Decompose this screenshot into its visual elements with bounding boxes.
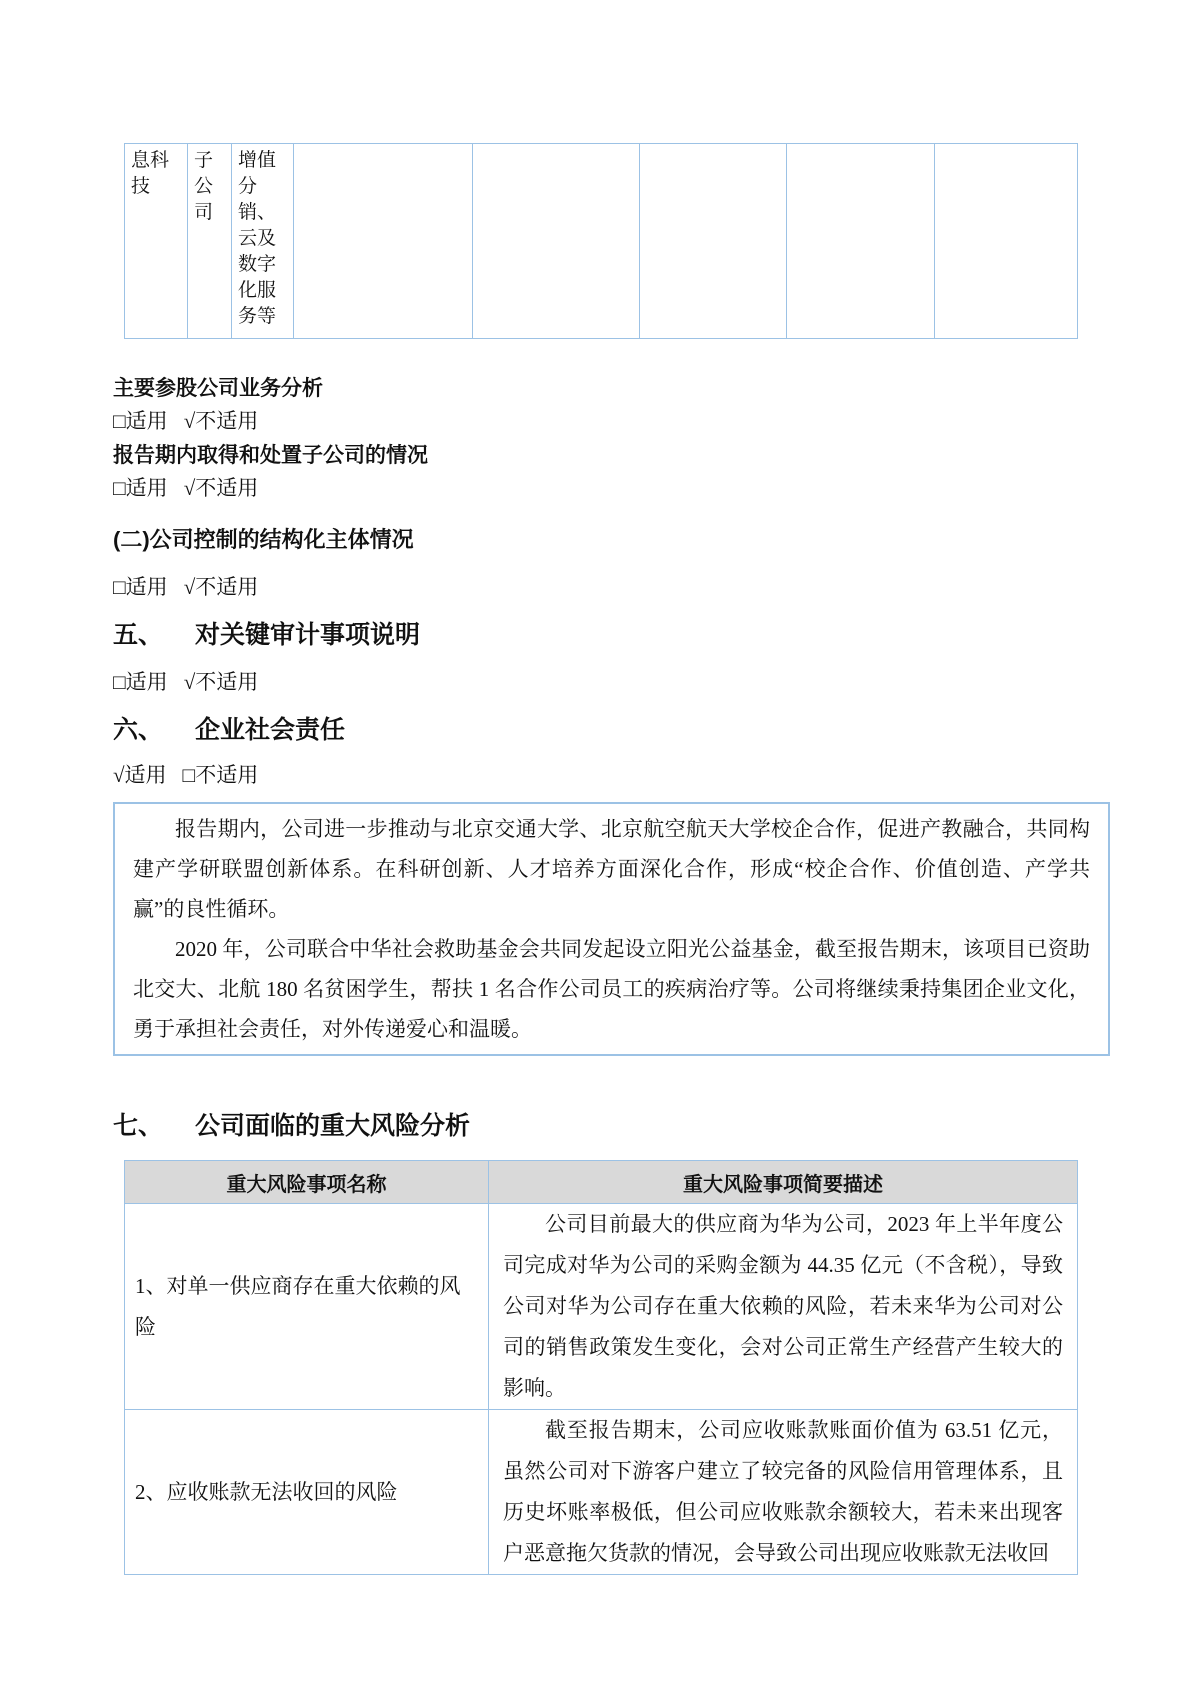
csr-paragraph-1: 报告期内，公司进一步推动与北京交通大学、北京航空航天大学校企合作，促进产教融合，共同构建产学研联盟创新体系。在科研创新、人才培养方面深化合作，形成“校企合作、价值创造、产学共赢”的良性循环。 [133, 817, 1090, 921]
heading-section-7 [113, 1108, 1087, 1144]
heading-section-5 [113, 617, 1087, 653]
risk-desc-cell [489, 1410, 1078, 1575]
checkbox-not-applicable-checked: √不适用 [183, 476, 259, 500]
section-title: 企业社会责任 [195, 716, 346, 744]
heading-section-6 [113, 712, 1087, 748]
checkbox-applicable-unchecked: □适用 [113, 476, 168, 500]
cell-empty [640, 144, 787, 339]
risk-name-header: 重大风险事项名称 [125, 1161, 489, 1204]
checkbox-applicable-unchecked: □适用 [113, 575, 168, 599]
subsidiary-table-continuation [124, 143, 1078, 339]
cell-empty [473, 144, 640, 339]
cell-empty [787, 144, 935, 339]
applicability-line [113, 572, 1087, 603]
cell-company-name-tail: 息科技 [125, 144, 188, 339]
table-row [125, 1410, 1078, 1575]
table-row [125, 1204, 1078, 1410]
csr-text-box [113, 802, 1110, 1056]
checkbox-applicable-unchecked: □适用 [113, 409, 168, 433]
checkbox-not-applicable-checked: √不适用 [183, 409, 259, 433]
checkbox-not-applicable-checked: √不适用 [183, 670, 259, 694]
section-number: 六、 [113, 716, 164, 744]
risk-desc-text: 截至报告期末，公司应收账款账面价值为 63.51 亿元，虽然公司对下游客户建立了较完备的风险信用管理体系，且历史坏账率极低，但公司应收账款余额较大，若未来出现客户恶意拖欠货款的情况，会导致公司出现应收账款无法收回 [503, 1418, 1063, 1565]
applicability-line [113, 406, 1087, 437]
risk-name-cell: 1、对单一供应商存在重大依赖的风险 [125, 1204, 489, 1410]
applicability-line [113, 473, 1087, 504]
heading-main-equity-analysis: 主要参股公司业务分析 [113, 377, 323, 400]
checkbox-applicable-checked: √适用 [113, 763, 167, 787]
cell-empty [935, 144, 1078, 339]
heading-acquire-dispose: 报告期内取得和处置子公司的情况 [113, 444, 428, 467]
applicability-line [113, 760, 1087, 791]
applicability-line [113, 667, 1087, 698]
risk-desc-header: 重大风险事项简要描述 [489, 1161, 1078, 1204]
checkbox-applicable-unchecked: □适用 [113, 670, 168, 694]
checkbox-not-applicable-checked: √不适用 [183, 575, 259, 599]
risk-analysis-table [124, 1160, 1078, 1575]
section-title: 对关键审计事项说明 [195, 621, 421, 649]
table-row [125, 144, 1078, 339]
checkbox-not-applicable-unchecked: □不适用 [182, 763, 259, 787]
table-header-row [125, 1161, 1078, 1204]
csr-paragraph-2: 2020 年，公司联合中华社会救助基金会共同发起设立阳光公益基金，截至报告期末，该项目已资助北交大、北航 180 名贫困学生，帮扶 1 名合作公司员工的疾病治疗等。公司将继续秉持集团企业文化，勇于承担社会责任，对外传递爱心和温暖。 [133, 937, 1090, 1041]
risk-desc-cell [489, 1204, 1078, 1410]
section-number: 七、 [113, 1112, 164, 1140]
risk-desc-text: 公司目前最大的供应商为华为公司，2023 年上半年度公司完成对华为公司的采购金额为 44.35 亿元（不含税），导致公司对华为公司存在重大依赖的风险，若未来华为公司对公司的销售政策发生变化，会对公司正常生产经营产生较大的影响。 [503, 1212, 1063, 1400]
cell-company-type: 子公司 [188, 144, 232, 339]
risk-name-cell: 2、应收账款无法收回的风险 [125, 1410, 489, 1575]
cell-empty [294, 144, 473, 339]
cell-main-business: 增值分销、云及数字化服务等 [232, 144, 294, 339]
section-number: 五、 [113, 621, 164, 649]
section-title: 公司面临的重大风险分析 [195, 1112, 471, 1140]
heading-structured-entity: (二)公司控制的结构化主体情况 [113, 527, 414, 552]
